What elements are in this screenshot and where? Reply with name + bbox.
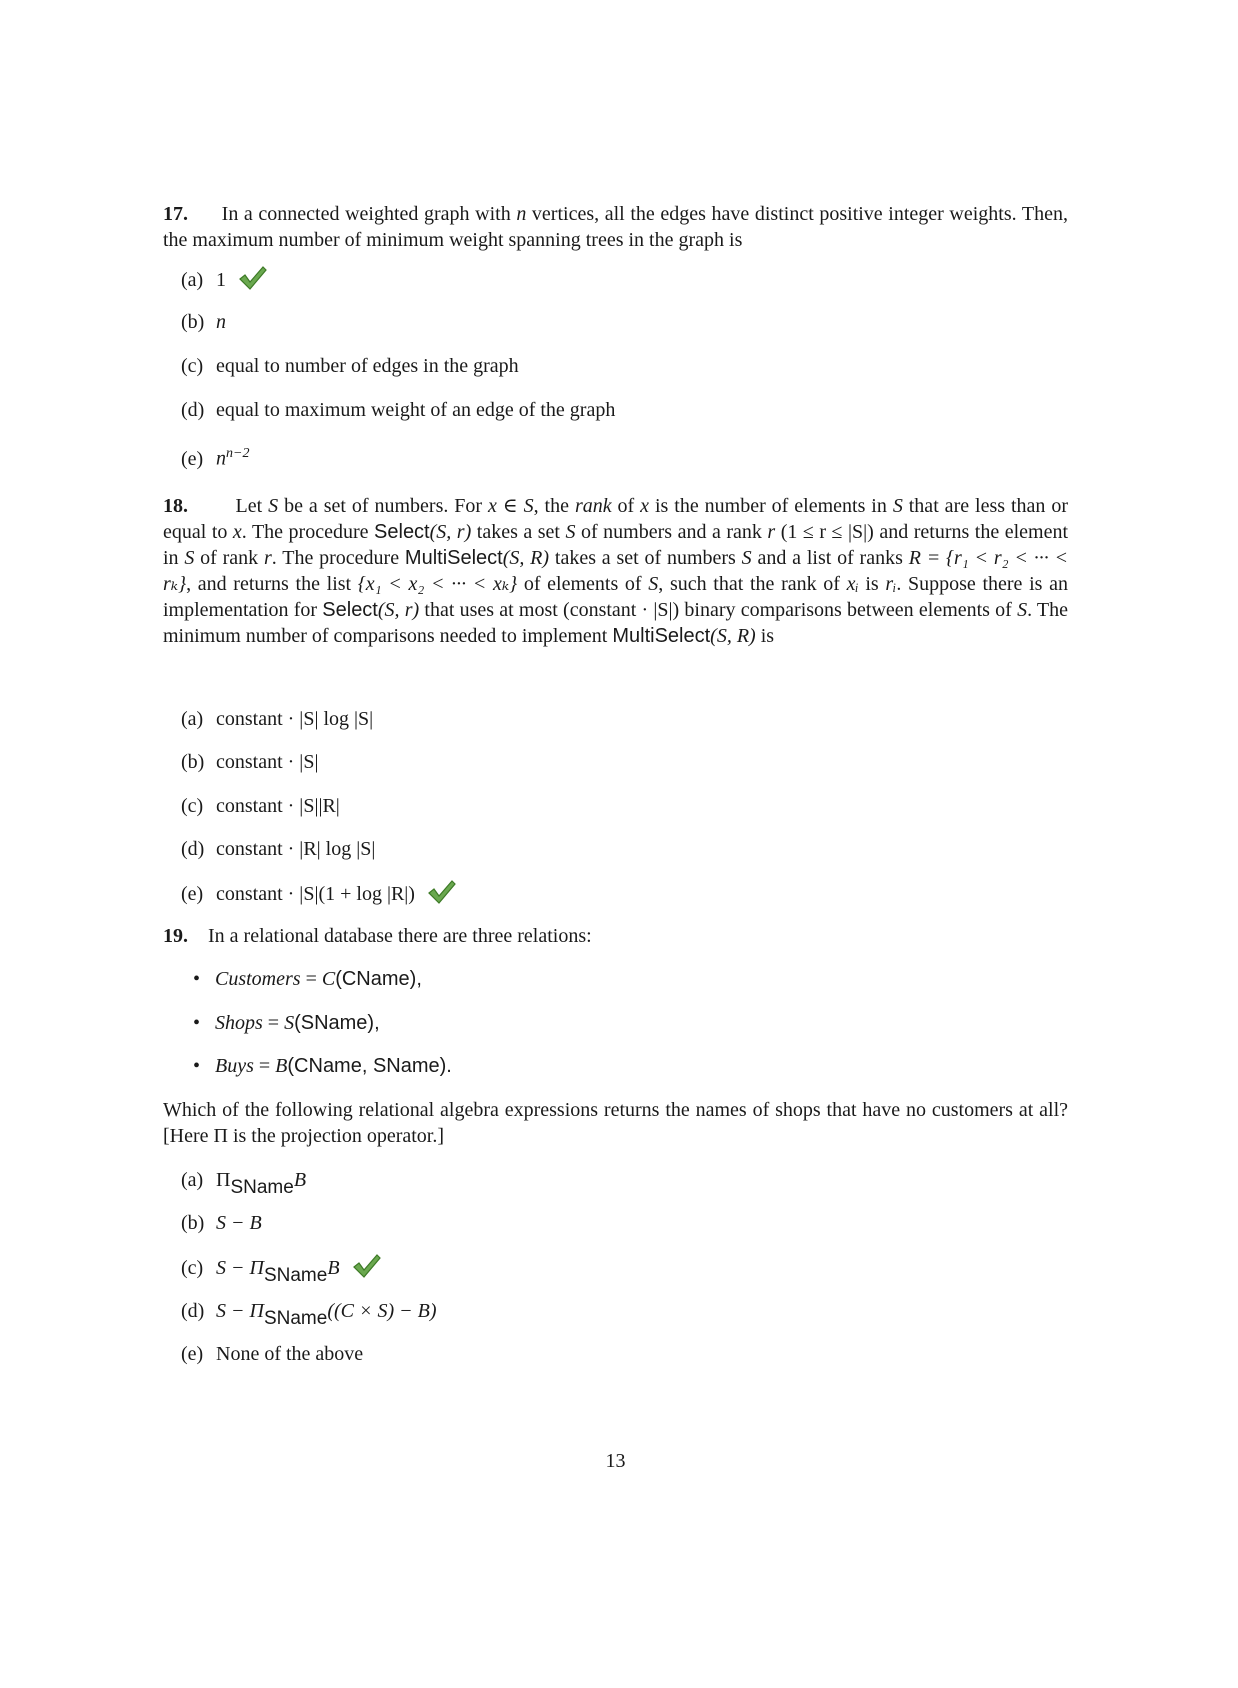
stem-text: that are less than or equal to	[163, 495, 1069, 543]
q19-option-b[interactable]	[181, 1210, 262, 1236]
stem-text: . Suppose there is an implementation for	[163, 573, 1069, 621]
question-number: 19.	[163, 925, 188, 947]
relation-args: (CName),	[335, 968, 422, 990]
equals-sign: =	[253, 1055, 276, 1077]
option-pre: None of the above	[216, 1343, 364, 1365]
math-var: xᵢ	[846, 573, 859, 595]
stem-text: , the	[533, 495, 575, 517]
stem-text: In a relational database there are three relations:	[208, 925, 592, 947]
option-subscript: SName	[263, 1308, 328, 1329]
option-label: (a)	[181, 1169, 204, 1191]
option-text: constant · |S||R|	[216, 795, 340, 817]
procedure-name: Select	[322, 599, 378, 621]
math-var: r	[767, 521, 776, 543]
relation-var: B	[275, 1055, 288, 1077]
stem-text: and returns the element in	[163, 521, 1069, 569]
option-label: (c)	[181, 1257, 204, 1279]
relation-args: (CName, SName).	[287, 1055, 452, 1077]
stem-text: In a connected weighted graph with	[221, 203, 511, 225]
option-label: (b)	[181, 751, 205, 773]
rank-term: rank	[574, 495, 612, 517]
option-label: (c)	[181, 355, 204, 377]
math-expr: (S, r)	[377, 599, 420, 621]
equals-sign: =	[300, 968, 322, 990]
option-label: (d)	[181, 838, 205, 860]
relation-name: Buys	[215, 1055, 254, 1077]
option-text: n	[216, 447, 226, 470]
stem-text: be a set of numbers. For	[278, 495, 489, 517]
stem-text: that uses at most (constant · |S|) binary comparisons between elements of	[419, 599, 1018, 621]
q17-option-e[interactable]	[181, 441, 250, 470]
option-label: (e)	[181, 883, 204, 905]
procedure-name: MultiSelect	[612, 625, 711, 647]
q17-option-c[interactable]	[181, 353, 519, 379]
question-19-prompt: Which of the following relational algebra expressions returns the names of shops that have no customers at all? [Here Π is the projection operator.]	[163, 1099, 1068, 1147]
question-17-stem	[163, 201, 1068, 253]
math-var: S	[268, 495, 279, 517]
math-expr: (1 ≤ r ≤ |S|)	[775, 521, 874, 543]
procedure-name: MultiSelect	[404, 547, 503, 569]
equals-sign: =	[262, 1012, 285, 1034]
stem-text: is	[755, 625, 775, 647]
math-var: S	[648, 573, 659, 595]
math-var: S	[741, 547, 752, 569]
stem-text: takes a set of numbers	[549, 547, 742, 569]
option-text: constant · |S| log |S|	[216, 708, 374, 730]
option-pre: S − Π	[216, 1257, 264, 1279]
math-expr: x ∈ S	[488, 495, 534, 517]
q18-option-d[interactable]	[181, 836, 375, 862]
option-post: ((C × S) − B)	[327, 1300, 437, 1322]
stem-text: , and returns the list	[186, 573, 358, 595]
bullet-icon: •	[193, 1055, 201, 1077]
math-var: n	[516, 203, 527, 225]
option-pre: Π	[216, 1169, 231, 1191]
option-label: (e)	[181, 447, 204, 470]
stem-text: . The procedure	[271, 547, 405, 569]
option-label: (b)	[181, 1212, 205, 1234]
math-var: S	[184, 547, 195, 569]
q19-option-e[interactable]	[181, 1341, 363, 1367]
relation-var: C	[321, 968, 336, 990]
math-expr: (S, R)	[710, 625, 756, 647]
stem-text: , such that the rank of	[658, 573, 847, 595]
stem-text: and a list of ranks	[751, 547, 909, 569]
math-expr: (S, r)	[429, 521, 472, 543]
q18-option-c[interactable]	[181, 793, 340, 819]
stem-text: of	[611, 495, 641, 517]
option-text: n	[216, 311, 226, 333]
relation-name: Customers	[215, 968, 301, 990]
question-18-stem	[163, 493, 1068, 649]
q18-option-a[interactable]	[181, 706, 373, 732]
stem-text: . The procedure	[241, 521, 375, 543]
option-label: (a)	[181, 269, 204, 291]
option-pre: S − Π	[216, 1300, 264, 1322]
stem-text: vertices, all the edges have distinct positive integer weights. Then, the maximum number of minimum weight spanning trees in the graph is	[163, 203, 1068, 251]
math-var: S	[1017, 599, 1028, 621]
option-superscript: n−2	[226, 446, 250, 461]
math-expr: {x₁ < x₂ < ··· < xₖ}	[357, 573, 518, 595]
option-text: constant · |S|	[216, 751, 319, 773]
math-expr: (S, R)	[502, 547, 550, 569]
stem-text: takes a set	[471, 521, 566, 543]
math-var: r	[264, 547, 272, 569]
option-label: (b)	[181, 311, 205, 333]
question-number: 18.	[163, 495, 188, 517]
relation-name: Shops	[215, 1012, 263, 1034]
math-expr: R = {r₁ < r₂ < ··· < rₖ}	[163, 547, 1069, 595]
option-label: (d)	[181, 399, 205, 421]
exam-page	[163, 0, 1068, 1688]
relation-var: S	[284, 1012, 295, 1034]
stem-text: of numbers and a rank	[575, 521, 768, 543]
q17-option-b[interactable]	[181, 309, 226, 335]
relation-shops	[193, 1010, 380, 1036]
stem-text: . The minimum number of comparisons needed to implement	[163, 599, 1069, 647]
stem-text: is the number of elements in	[649, 495, 893, 517]
stem-text: of elements of	[517, 573, 649, 595]
math-var: S	[892, 495, 903, 517]
stem-text: of rank	[194, 547, 264, 569]
option-label: (e)	[181, 1343, 204, 1365]
math-var: x	[640, 495, 650, 517]
option-text: 1	[216, 269, 226, 291]
option-post: B	[293, 1169, 307, 1191]
q17-option-a[interactable]	[181, 266, 267, 292]
q19-option-c[interactable]	[181, 1254, 381, 1286]
relation-buys	[193, 1053, 452, 1079]
stem-text: Let	[235, 495, 269, 517]
option-post: B	[327, 1257, 340, 1279]
checkmark-icon	[428, 880, 456, 904]
checkmark-icon	[239, 266, 267, 290]
q18-option-b[interactable]	[181, 749, 318, 775]
option-subscript: SName	[263, 1265, 328, 1286]
bullet-icon: •	[193, 968, 201, 990]
option-text: constant · |S|(1 + log |R|)	[216, 883, 415, 905]
option-text: equal to maximum weight of an edge of the graph	[216, 399, 616, 421]
bullet-icon: •	[193, 1012, 201, 1034]
question-number: 17.	[163, 203, 188, 225]
math-var: x	[232, 521, 242, 543]
math-var: rᵢ	[885, 573, 897, 595]
option-label: (c)	[181, 795, 204, 817]
stem-text: is	[858, 573, 886, 595]
q17-option-d[interactable]	[181, 397, 615, 423]
relation-args: (SName),	[294, 1012, 380, 1034]
option-text: constant · |R| log |S|	[216, 838, 376, 860]
checkmark-icon	[353, 1254, 381, 1278]
question-19-stem	[163, 923, 1068, 949]
page-number: 13	[605, 1450, 626, 1472]
math-var: S	[565, 521, 576, 543]
option-label: (d)	[181, 1300, 205, 1322]
q19-option-d[interactable]	[181, 1298, 437, 1329]
option-subscript: SName	[230, 1177, 294, 1198]
relation-customers	[193, 966, 422, 992]
q19-option-a[interactable]	[181, 1167, 307, 1198]
option-label: (a)	[181, 708, 204, 730]
option-pre: S − B	[216, 1212, 262, 1234]
q18-option-e[interactable]	[181, 880, 456, 906]
option-text: equal to number of edges in the graph	[216, 355, 519, 377]
procedure-name: Select	[374, 521, 430, 543]
